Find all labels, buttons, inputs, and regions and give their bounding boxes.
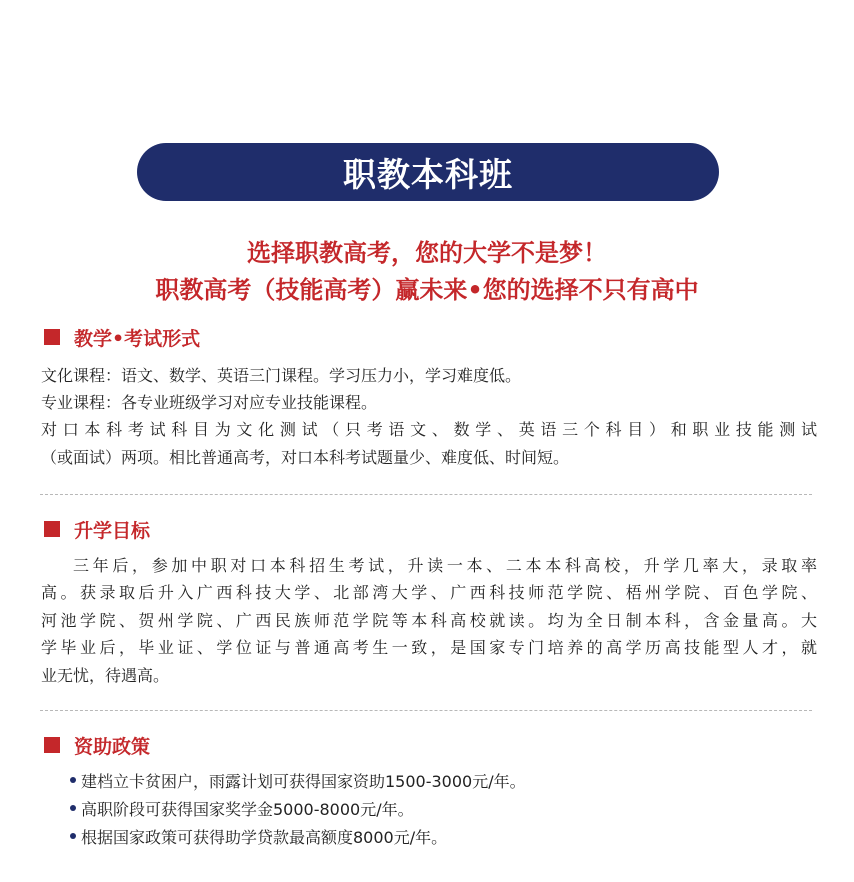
bullet-dot-icon bbox=[70, 833, 76, 839]
list-item-text: 建档立卡贫困户，雨露计划可获得国家资助1500-3000元/年。 bbox=[81, 771, 526, 791]
body-line: 学毕业后，毕业证、学位证与普通高考生一致，是国家专门培养的高学历高技能型人才，就 bbox=[41, 638, 817, 657]
page-title: 职教本科班 bbox=[343, 154, 513, 194]
section-marker-icon bbox=[44, 737, 60, 753]
dashed-divider bbox=[40, 710, 812, 711]
list-item bbox=[70, 797, 414, 819]
list-item-text: 高职阶段可获得国家奖学金5000-8000元/年。 bbox=[81, 799, 414, 819]
list-item-text: 根据国家政策可获得助学贷款最高额度8000元/年。 bbox=[81, 827, 448, 847]
section-marker-icon bbox=[44, 521, 60, 537]
section-marker-icon bbox=[44, 329, 60, 345]
body-line: 三年后，参加中职对口本科招生考试，升读一本、二本本科高校，升学几率大，录取率 bbox=[73, 556, 817, 575]
section-heading-text: 资助政策 bbox=[74, 735, 151, 758]
body-line: 文化课程：语文、数学、英语三门课程。学习压力小，学习难度低。 bbox=[41, 366, 522, 385]
section-heading-teaching bbox=[44, 324, 200, 350]
list-item bbox=[70, 825, 447, 847]
body-line: 对口本科考试科目为文化测试（只考语文、数学、英语三个科目）和职业技能测试 bbox=[41, 420, 817, 439]
body-line: 高。获录取后升入广西科技大学、北部湾大学、广西科技师范学院、梧州学院、百色学院、 bbox=[41, 583, 817, 602]
section-heading-advancement bbox=[44, 516, 150, 542]
body-line: （或面试）两项。相比普通高考，对口本科考试题量少、难度低、时间短。 bbox=[41, 448, 570, 467]
dashed-divider bbox=[40, 494, 812, 495]
title-banner bbox=[137, 143, 719, 201]
section-heading-text: 教学•考试形式 bbox=[74, 327, 201, 350]
body-line: 业无忧，待遇高。 bbox=[41, 666, 170, 685]
body-line: 专业课程：各专业班级学习对应专业技能课程。 bbox=[41, 393, 378, 412]
list-item bbox=[70, 769, 526, 791]
bullet-dot-icon bbox=[70, 777, 76, 783]
body-line: 河池学院、贺州学院、广西民族师范学院等本科高校就读。均为全日制本科，含金量高。大 bbox=[41, 611, 817, 630]
section-heading-aid bbox=[44, 732, 150, 758]
slogan-line-1: 选择职教高考，您的大学不是梦！ bbox=[247, 239, 607, 267]
bullet-dot-icon bbox=[70, 805, 76, 811]
section-heading-text: 升学目标 bbox=[74, 519, 151, 542]
slogan-line-2: 职教高考（技能高考）赢未来•您的选择不只有高中 bbox=[155, 276, 699, 304]
